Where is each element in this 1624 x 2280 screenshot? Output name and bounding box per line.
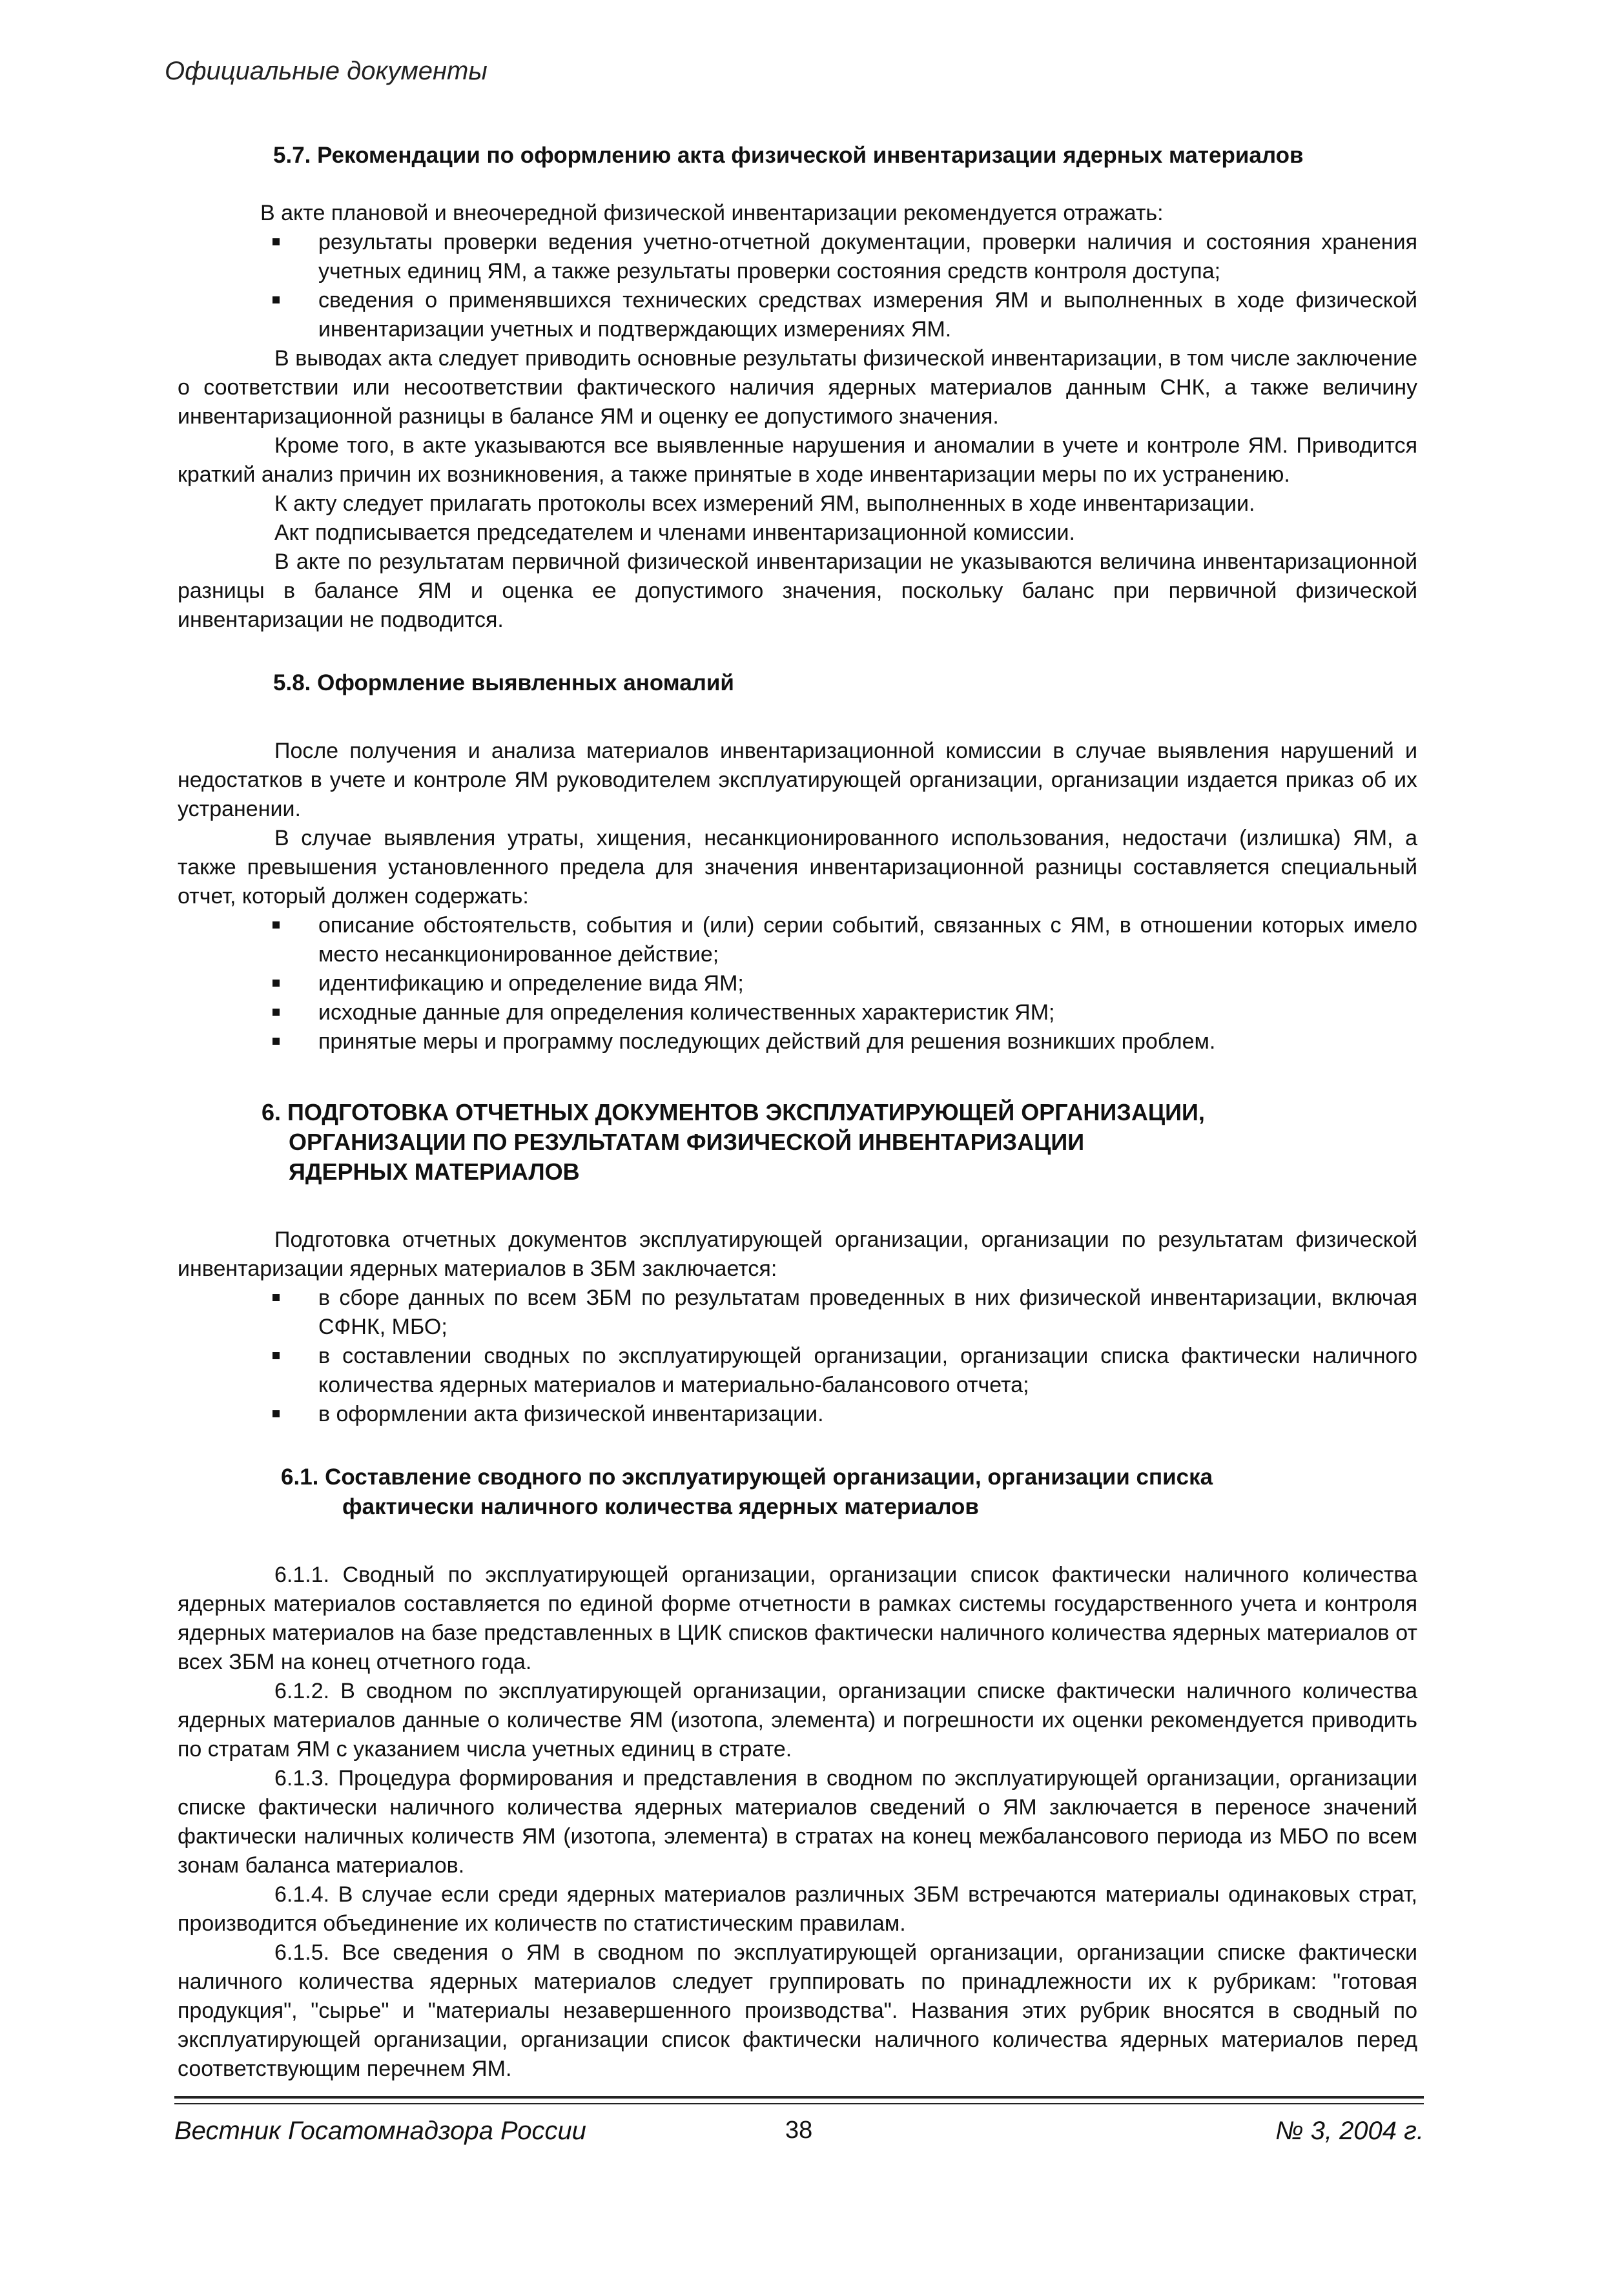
list-item: идентификацию и определение вида ЯМ; (178, 969, 1417, 998)
running-header: Официальные документы (165, 57, 488, 85)
section-6-1-title-line: фактически наличного количества ядерных материалов (342, 1494, 979, 1519)
paragraph: В акте плановой и внеочередной физической инвентаризации рекомендуется отражать: (260, 201, 1164, 225)
paragraph: К акту следует прилагать протоколы всех измерений ЯМ, выполненных в ходе инвентаризации. (274, 491, 1255, 516)
section-6-title-line: ОРГАНИЗАЦИИ ПО РЕЗУЛЬТАТАМ ФИЗИЧЕСКОЙ ИНВЕНТАРИЗАЦИИ (289, 1129, 1085, 1155)
list-item: принятые меры и программу последующих действий для решения возникших проблем. (178, 1027, 1417, 1056)
list-item: результаты проверки ведения учетно-отчетной документации, проверки наличия и состояния хранения учетных единиц ЯМ, а также результаты проверки состояния средств контроля доступа; (178, 228, 1417, 286)
list-item: в составлении сводных по эксплуатирующей организации, организации списка фактически наличного количества ядерных материалов и материально-балансового отчета; (178, 1342, 1417, 1400)
paragraph: 6.1.5. Все сведения о ЯМ в сводном по эксплуатирующей организации, организации списке фактически наличного количества ядерных материалов следует группировать по принадлежности их к рубрикам: "готовая продукция", "сырье" и "материалы незавершенного производства". Названия этих рубрик вносятся в сводный по эксплуатирующей организации, организации список фактически наличного количества ядерных материалов перед соответствующим перечнем ЯМ. (178, 1940, 1417, 2081)
issue-info: № 3, 2004 г. (1275, 2117, 1424, 2145)
document-body (178, 141, 1417, 2084)
paragraph: 6.1.3. Процедура формирования и представления в сводном по эксплуатирующей организации, организации списке фактически наличного количества ядерных материалов сведений о ЯМ заключается в переносе значений фактически наличных количеств ЯМ (изотопа, элемента) в стратах на конец межбалансового периода из МБО по всем зонам баланса материалов. (178, 1766, 1417, 1878)
paragraph: 6.1.4. В случае если среди ядерных материалов различных ЗБМ встречаются материалы одинаковых страт, производится объединение их количеств по статистическим правилам. (178, 1882, 1417, 1936)
paragraph: После получения и анализа материалов инвентаризационной комиссии в случае выявления нарушений и недостатков в учете и контроле ЯМ руководителем эксплуатирующей организации, организации издается приказ об их устранении. (178, 739, 1417, 821)
list-item: сведения о применявшихся технических средствах измерения ЯМ и выполненных в ходе физической инвентаризации учетных и подтверждающих измерениях ЯМ. (178, 286, 1417, 344)
footer-divider (174, 2103, 1424, 2104)
section-5-8-title: 5.8. Оформление выявленных аномалий (273, 670, 734, 695)
section-6-title-line: ЯДЕРНЫХ МАТЕРИАЛОВ (289, 1158, 580, 1185)
paragraph: 6.1.2. В сводном по эксплуатирующей организации, организации списке фактически наличного количества ядерных материалов данные о количестве ЯМ (изотопа, элемента) и погрешности их оценки рекомендуется приводить по стратам ЯМ с указанием числа учетных единиц в страте. (178, 1679, 1417, 1761)
section-6-1-title (281, 1463, 1417, 1522)
page-number: 38 (785, 2117, 813, 2144)
list-item: описание обстоятельств, события и (или) серии событий, связанных с ЯМ, в отношении которых имело место несанкционированное действие; (178, 911, 1417, 969)
paragraph: Акт подписывается председателем и членами инвентаризационной комиссии. (274, 520, 1075, 545)
section-6-title (262, 1098, 1417, 1187)
paragraph: В выводах акта следует приводить основные результаты физической инвентаризации, в том числе заключение о соответствии или несоответствии фактического наличия ядерных материалов данным СНК, а также величину инвентаризационной разницы в балансе ЯМ и оценку ее допустимого значения. (178, 346, 1417, 429)
list-item: исходные данные для определения количественных характеристик ЯМ; (178, 998, 1417, 1027)
paragraph: Подготовка отчетных документов эксплуатирующей организации, организации по результатам физической инвентаризации ядерных материалов в ЗБМ заключается: (178, 1227, 1417, 1281)
journal-name: Вестник Госатомнадзора России (174, 2117, 586, 2145)
paragraph: Кроме того, в акте указываются все выявленные нарушения и аномалии в учете и контроле ЯМ. Приводится краткий анализ причин их возникновения, а также принятые в ходе инвентаризации меры по их устранению. (178, 433, 1417, 487)
page-footer (174, 2117, 1424, 2149)
bullet-list (178, 911, 1417, 1056)
bullet-list (178, 228, 1417, 344)
paragraph: В акте по результатам первичной физической инвентаризации не указываются величина инвентаризационной разницы в балансе ЯМ и оценка ее допустимого значения, поскольку баланс при первичной физической инвентаризации не подводится. (178, 549, 1417, 632)
section-6-title-line: 6. ПОДГОТОВКА ОТЧЕТНЫХ ДОКУМЕНТОВ ЭКСПЛУАТИРУЮЩЕЙ ОРГАНИЗАЦИИ, (262, 1099, 1205, 1125)
list-item: в оформлении акта физической инвентаризации. (178, 1400, 1417, 1429)
bullet-list (178, 1284, 1417, 1429)
paragraph: В случае выявления утраты, хищения, несанкционированного использования, недостачи (излишка) ЯМ, а также превышения установленного предела для значения инвентаризационной разницы составляется специальный отчет, который должен содержать: (178, 826, 1417, 909)
section-6-1-title-line: 6.1. Составление сводного по эксплуатирующей организации, организации списка (281, 1464, 1213, 1490)
section-5-7-title: 5.7. Рекомендации по оформлению акта физической инвентаризации ядерных материалов (273, 143, 1304, 168)
list-item: в сборе данных по всем ЗБМ по результатам проведенных в них физической инвентаризации, включая СФНК, МБО; (178, 1284, 1417, 1342)
footer-divider (174, 2096, 1424, 2099)
paragraph: 6.1.1. Сводный по эксплуатирующей организации, организации список фактически наличного количества ядерных материалов составляется по единой форме отчетности в рамках системы государственного учета и контроля ядерных материалов на базе представленных в ЦИК списков фактически наличного количества ядерных материалов от всех ЗБМ на конец отчетного года. (178, 1563, 1417, 1674)
